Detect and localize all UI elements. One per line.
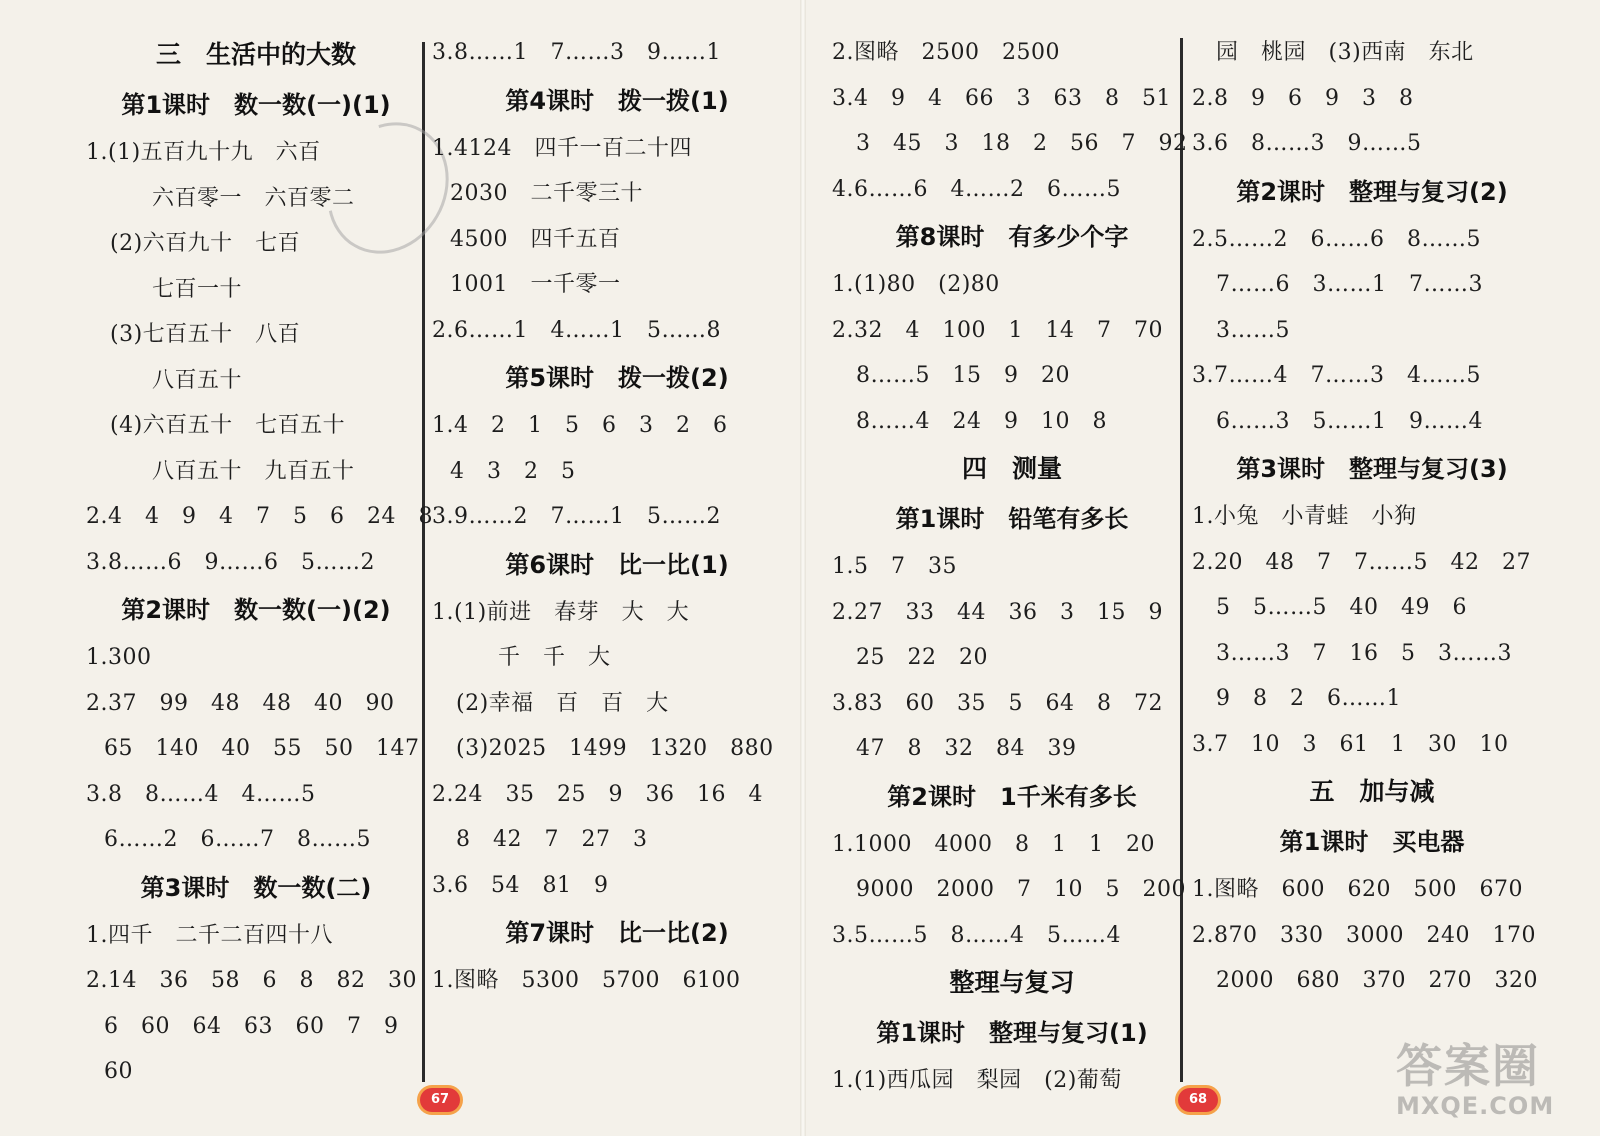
- answer-line: 2.870 330 3000 240 170: [1192, 922, 1536, 948]
- answer-line: 3.8 8……4 4……5: [86, 781, 316, 807]
- answer-line: 3.8……1 7……3 9……1: [432, 40, 721, 65]
- answer-line: 八百五十 九百五十: [152, 458, 355, 484]
- lesson-title: 第8课时 有多少个字: [895, 223, 1129, 251]
- answer-line: 2030 二千零三十: [450, 181, 643, 206]
- answer-line: 8……4 24 9 10 8: [856, 408, 1107, 434]
- answer-line: 8……5 15 9 20: [856, 363, 1070, 388]
- answer-line: 七百一十: [152, 276, 243, 302]
- lesson-title: 第3课时 数一数(二): [140, 873, 372, 902]
- answer-line: 2.27 33 44 36 3 15 9: [832, 599, 1163, 625]
- review-heading: 整理与复习: [949, 968, 1075, 997]
- answer-line: 1.(1)前进 春芽 大 大: [432, 599, 690, 625]
- answer-line: 六百零一 六百零二: [152, 185, 355, 211]
- watermark-top: 答案圈: [1396, 1039, 1540, 1093]
- answer-line: 3.5……5 8……4 5……4: [832, 922, 1121, 948]
- answer-line: 3.83 60 35 5 64 8 72: [832, 690, 1163, 716]
- answer-line: 八百五十: [152, 367, 243, 393]
- lesson-title: 第2课时 1千米有多长: [887, 782, 1137, 811]
- answer-line: 3.6 54 81 9: [432, 872, 609, 898]
- answer-line: 2.24 35 25 9 36 16 4: [432, 781, 763, 807]
- answer-line: 2.5……2 6……6 8……5: [1192, 226, 1481, 252]
- answer-line: (2)幸福 百 百 大: [456, 690, 669, 716]
- answer-line: 1.(1)五百九十九 六百: [86, 140, 321, 165]
- answer-line: 园 桃园 (3)西南 东北: [1216, 40, 1474, 65]
- answer-line: 6 60 64 63 60 7 9: [104, 1013, 399, 1039]
- lesson-title: 第4课时 拨一拨(1): [505, 86, 729, 115]
- answer-line: 1.4 2 1 5 6 3 2 6: [432, 413, 728, 438]
- answer-line: 25 22 20: [856, 645, 988, 670]
- answer-line: 3.8……6 9……6 5……2: [86, 549, 375, 575]
- answer-line: 2.图略 2500 2500: [832, 40, 1060, 65]
- lesson-title: 第1课时 整理与复习(1): [876, 1019, 1148, 1047]
- answer-line: 千 千 大: [498, 645, 611, 670]
- page-number-right: 68: [1178, 1088, 1218, 1112]
- answer-line: 1.4124 四千一百二十四: [432, 135, 692, 161]
- answer-line: 1.300: [86, 645, 152, 670]
- column-1: [86, 30, 433, 1095]
- answer-line: (4)六百五十 七百五十: [110, 413, 346, 438]
- answer-line: 3 45 3 18 2 56 7 92: [856, 131, 1188, 156]
- column-4: [1192, 30, 1552, 1004]
- lesson-title: 第5课时 拨一拨(2): [505, 364, 729, 392]
- answer-line: 2.32 4 100 1 14 7 70: [832, 317, 1163, 343]
- answer-line: 3……5: [1216, 317, 1290, 343]
- answer-line: 1.1000 4000 8 1 1 20: [832, 831, 1155, 857]
- answer-line: 4.6……6 4……2 6……5: [832, 176, 1121, 202]
- answer-line: 3.4 9 4 66 3 63 8 51: [832, 85, 1171, 111]
- lesson-title: 第7课时 比一比(2): [505, 919, 729, 947]
- answer-line: 5 5……5 40 49 6: [1216, 595, 1467, 620]
- column-2: [432, 30, 802, 1004]
- answer-line: 2.4 4 9 4 7 5 6 24 8: [86, 504, 433, 529]
- answer-line: 65 140 40 55 50 147: [104, 736, 420, 761]
- answer-line: 2.6……1 4……1 5……8: [432, 317, 721, 343]
- answer-line: (3)2025 1499 1320 880: [456, 736, 774, 761]
- lesson-title: 第1课时 买电器: [1279, 828, 1465, 856]
- column-3: [832, 30, 1192, 1104]
- answer-line: 1.5 7 35: [832, 554, 957, 579]
- answer-line: 2.8 9 6 9 3 8: [1192, 85, 1414, 111]
- lesson-title: 第2课时 整理与复习(2): [1236, 177, 1508, 206]
- answer-line: 60: [104, 1059, 133, 1084]
- lesson-title: 第2课时 数一数(一)(2): [121, 596, 391, 624]
- answer-line: 4 3 2 5: [450, 458, 576, 484]
- answer-line: 1.小兔 小青蛙 小狗: [1192, 504, 1417, 529]
- answer-line: 9000 2000 7 10 5 200: [856, 877, 1186, 902]
- answer-line: 9 8 2 6……1: [1216, 686, 1401, 711]
- answer-line: 1.图略 5300 5700 6100: [432, 968, 741, 993]
- watermark-logo: [1396, 1040, 1586, 1130]
- answer-line: 6……3 5……1 9……4: [1216, 408, 1483, 434]
- answer-line: 4500 四千五百: [450, 226, 621, 252]
- answer-line: 3……3 7 16 5 3……3: [1216, 640, 1512, 666]
- lesson-title: 第3课时 整理与复习(3): [1236, 455, 1508, 483]
- answer-line: 3.9……2 7……1 5……2: [432, 504, 721, 529]
- answer-line: 2.20 48 7 7……5 42 27: [1192, 549, 1531, 575]
- watermark-bottom: MXQE.COM: [1396, 1092, 1555, 1120]
- answer-line: 2.14 36 58 6 8 82 30: [86, 968, 417, 993]
- answer-line: 3.6 8……3 9……5: [1192, 131, 1422, 156]
- answer-line: 6……2 6……7 8……5: [104, 827, 371, 852]
- unit-heading: 五 加与减: [1309, 777, 1435, 806]
- page-number-left: 67: [420, 1088, 460, 1112]
- answer-line: 1.(1)80 (2)80: [832, 272, 1000, 297]
- lesson-title: 第1课时 数一数(一)(1): [121, 91, 391, 119]
- answer-line: 7……6 3……1 7……3: [1216, 272, 1483, 297]
- answer-line: 1.图略 600 620 500 670: [1192, 877, 1523, 902]
- answer-line: 3.7 10 3 61 1 30 10: [1192, 731, 1509, 757]
- unit-heading: 三 生活中的大数: [155, 40, 356, 69]
- answer-line: 47 8 32 84 39: [856, 736, 1077, 761]
- unit-heading: 四 测量: [961, 454, 1062, 483]
- answer-line: 2000 680 370 270 320: [1216, 968, 1538, 993]
- answer-line: 1001 一千零一: [450, 272, 621, 297]
- answer-line: 2.37 99 48 48 40 90: [86, 690, 395, 716]
- lesson-title: 第6课时 比一比(1): [505, 550, 729, 579]
- lesson-title: 第1课时 铅笔有多长: [895, 505, 1129, 533]
- answer-line: 8 42 7 27 3: [456, 827, 648, 852]
- answer-line: (3)七百五十 八百: [110, 322, 301, 347]
- answer-line: 1.四千 二千二百四十八: [86, 922, 333, 948]
- answer-line: (2)六百九十 七百: [110, 231, 301, 256]
- answer-line: 1.(1)西瓜园 梨园 (2)葡萄: [832, 1068, 1122, 1093]
- answer-line: 3.7……4 7……3 4……5: [1192, 363, 1481, 388]
